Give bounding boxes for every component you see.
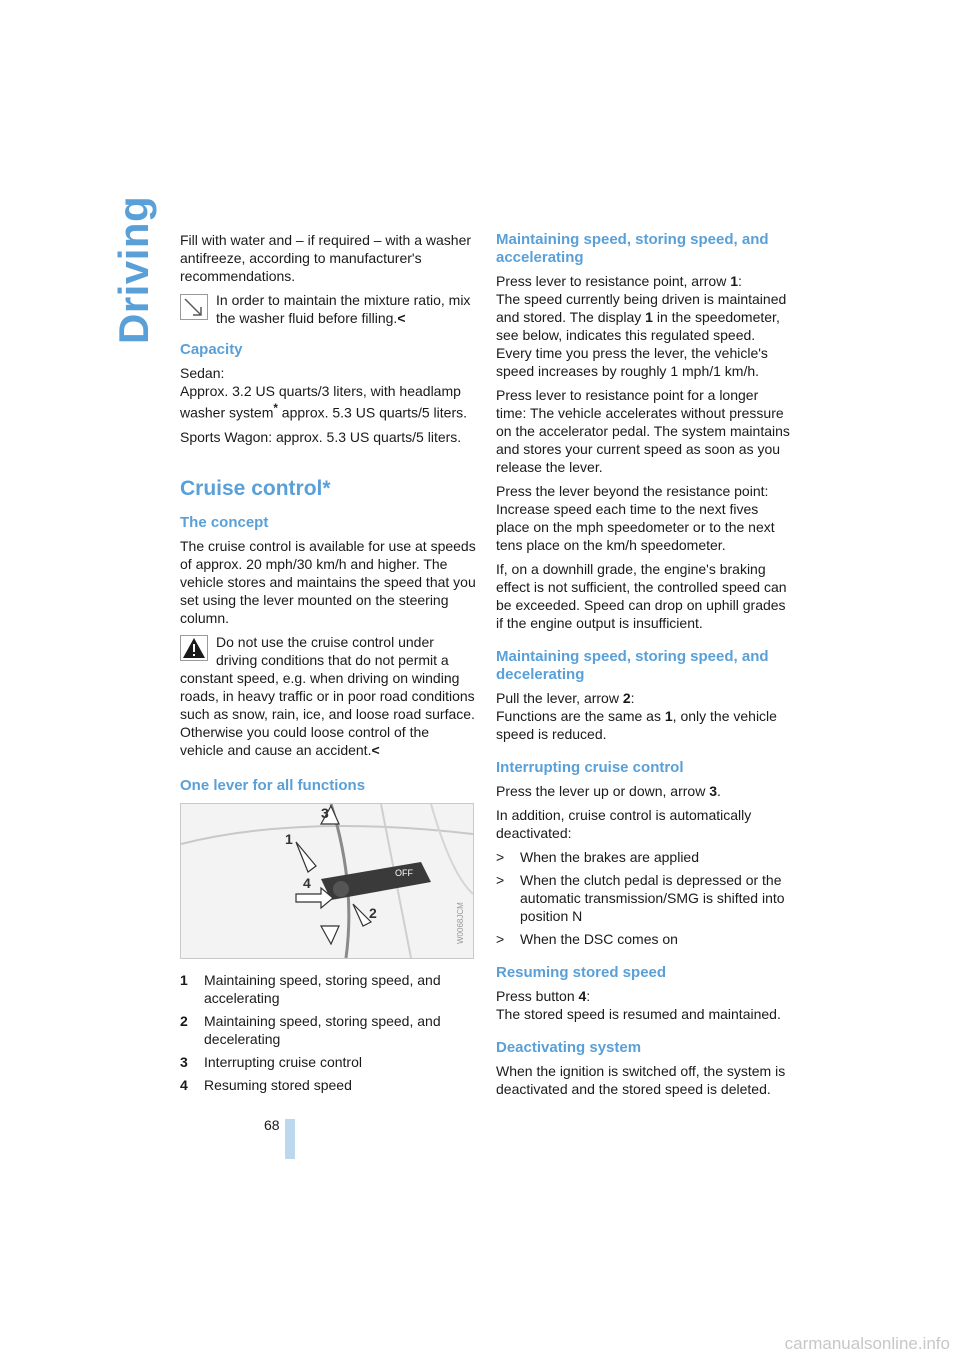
- accelerating-p1: [496, 272, 792, 380]
- text-run: :: [630, 690, 635, 706]
- text-run: The speed currently being driven is maintained and stored. The display: [496, 291, 787, 325]
- cruise-lever-illustration: [180, 803, 474, 959]
- end-mark: <: [371, 741, 380, 758]
- list-item: [496, 848, 792, 866]
- cruise-warning: [180, 633, 476, 759]
- text-run: Pull the lever, arrow: [496, 690, 623, 706]
- accelerating-p2: Press lever to resistance point for a longer time: The vehicle accelerates without pressure on the accelerator pedal. The system maintains and stores your current speed as soon as you release the lever.: [496, 387, 790, 475]
- bullet-text: When the DSC comes on: [520, 931, 678, 947]
- accelerating-p4: If, on a downhill grade, the engine's braking effect is not sufficient, the controlled speed can be exceeded. Speed can drop on uphill grades if the engine output is insufficient.: [496, 561, 787, 631]
- option-star: *: [273, 402, 278, 415]
- text-run: in the speedometer, see below, indicates this regulated speed. Every time you press the lever, the vehicle's speed increases by roughly 1 mph/1 km/h.: [496, 309, 780, 379]
- page-marker-bar: [285, 1119, 295, 1159]
- list-item: [496, 930, 792, 948]
- capacity-wagon: Sports Wagon: approx. 5.3 US quarts/5 liters.: [180, 428, 462, 445]
- cruise-warning-text: Do not use the cruise control under driving conditions that do not permit a constant speed, e.g. when driving on winding roads, in heavy traffic or in poor road conditions such as snow, rain, ice, and loose road surface. Otherwise you could loose control of the vehicle and cause an accident.: [180, 633, 475, 758]
- bullet-text: When the clutch pedal is depressed or the automatic transmission/SMG is shifted into position N: [520, 872, 785, 924]
- legend-num: 2: [180, 1012, 188, 1029]
- bullet-mark: >: [496, 931, 505, 947]
- accelerating-p3: Press the lever beyond the resistance point: Increase speed each time to the next fives place on the mph speedometer or to the next tens place on the km/h speedometer.: [496, 483, 775, 553]
- deactivating-p: When the ignition is switched off, the system is deactivated and the stored speed is deleted.: [496, 1063, 786, 1097]
- warning-triangle-icon: [180, 635, 208, 661]
- list-item: [496, 871, 792, 925]
- deactivating-heading: Deactivating system: [496, 1039, 642, 1056]
- resuming-p: [496, 987, 792, 1023]
- bullet-mark: >: [496, 849, 505, 865]
- washer-note: [180, 291, 476, 327]
- washer-intro: Fill with water and – if required – with a washer antifreeze, according to manufacturer's recommendations.: [180, 232, 472, 284]
- figure-code: W0068JCM: [456, 901, 465, 944]
- figure-label-3: 3: [321, 804, 329, 821]
- display-number: 1: [645, 309, 653, 325]
- note-arrow-icon: [180, 294, 208, 320]
- lever-drawing: [181, 804, 473, 958]
- interrupting-heading: Interrupting cruise control: [496, 759, 684, 776]
- capacity-sedan-text-b: approx. 5.3 US quarts/5 liters.: [277, 404, 467, 421]
- button-number: 4: [578, 988, 587, 1004]
- text-run: , only the vehicle speed is reduced.: [496, 708, 777, 742]
- figure-label-off: OFF: [395, 867, 413, 878]
- text-run: .: [717, 783, 721, 799]
- concept-text: The cruise control is available for use at speeds of approx. 20 mph/30 km/h and higher. The vehicle stores and maintains the speed that you set using the lever mounted on the steering column.: [180, 537, 476, 626]
- arrow-number: 1: [730, 273, 739, 289]
- text-run: :: [738, 273, 742, 289]
- interrupting-p2: In addition, cruise control is automatically deactivated:: [496, 807, 752, 841]
- figure-label-1: 1: [285, 830, 293, 847]
- capacity-sedan: [180, 382, 476, 422]
- concept-heading: The concept: [180, 513, 269, 531]
- decelerating-heading: Maintaining speed, storing speed, and decelerating: [496, 648, 769, 683]
- legend-text: Resuming stored speed: [204, 1076, 352, 1093]
- bullet-text: When the brakes are applied: [520, 849, 699, 865]
- interrupting-p1: [496, 782, 792, 800]
- bullet-mark: >: [496, 872, 505, 888]
- text-run: Press the lever up or down, arrow: [496, 783, 710, 799]
- text-run: :: [586, 988, 591, 1004]
- text-run: Press lever to resistance point, arrow: [496, 273, 731, 289]
- capacity-sedan-label: Sedan:: [180, 365, 225, 381]
- text-run: Functions are the same as: [496, 708, 665, 724]
- arrow-number: 2: [622, 690, 631, 706]
- cruise-control-heading: Cruise control*: [180, 476, 331, 500]
- figure-label-4: 4: [303, 874, 311, 891]
- legend-item: [180, 1053, 476, 1071]
- watermark: carmanualsonline.info: [784, 1334, 950, 1353]
- left-column: [180, 231, 476, 1099]
- resuming-heading: Resuming stored speed: [496, 964, 667, 981]
- legend-item: [180, 971, 476, 1007]
- lever-heading: One lever for all functions: [180, 776, 366, 794]
- legend-item: [180, 1076, 476, 1094]
- decelerating-p: [496, 689, 792, 743]
- arrow-number: 3: [709, 783, 718, 799]
- page-number: 68: [264, 1117, 280, 1133]
- section-side-title: Driving: [110, 195, 157, 344]
- legend-item: [180, 1012, 476, 1048]
- text-run: The stored speed is resumed and maintained.: [496, 1006, 781, 1022]
- right-column: [496, 231, 792, 1104]
- figure-legend: [180, 971, 476, 1094]
- figure-label-2: 2: [369, 904, 377, 921]
- legend-text: Interrupting cruise control: [204, 1053, 362, 1070]
- washer-note-text: In order to maintain the mixture ratio, mix the washer fluid before filling.: [216, 292, 471, 326]
- capacity-heading: Capacity: [180, 341, 243, 358]
- arrow-number: 1: [664, 708, 673, 724]
- text-run: Press button: [496, 988, 579, 1004]
- end-mark: <: [397, 310, 406, 326]
- legend-num: 4: [180, 1076, 188, 1093]
- legend-num: 1: [180, 971, 188, 988]
- legend-text: Maintaining speed, storing speed, and accelerating: [204, 971, 441, 1006]
- legend-text: Maintaining speed, storing speed, and decelerating: [204, 1012, 441, 1047]
- capacity-sedan-text-a: Approx. 3.2 US quarts/3 liters, with headlamp washer system: [180, 383, 461, 421]
- accelerating-heading: Maintaining speed, storing speed, and accelerating: [496, 231, 769, 266]
- legend-num: 3: [180, 1053, 188, 1070]
